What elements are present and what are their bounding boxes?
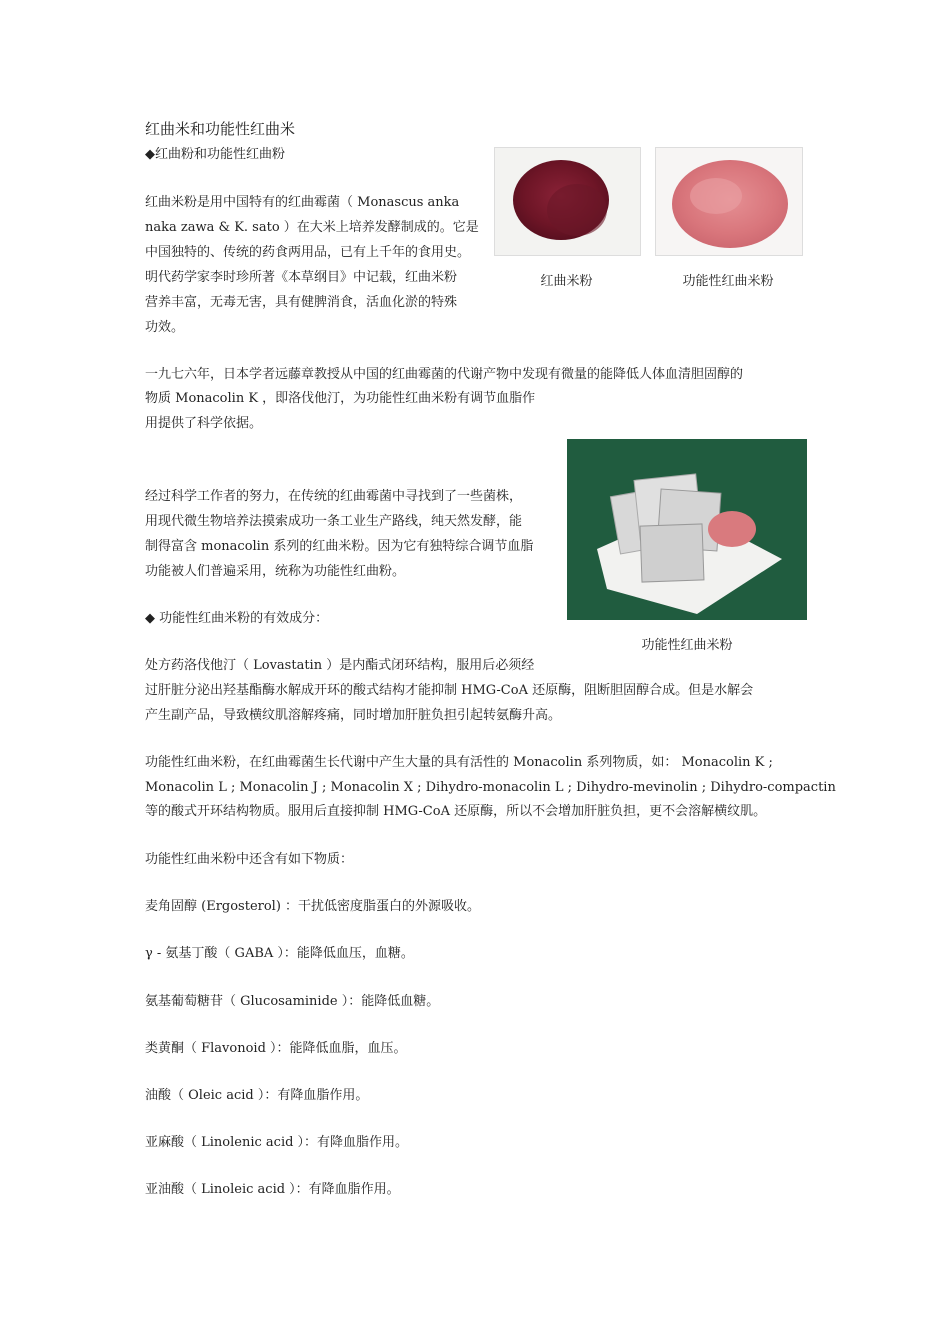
- packets-photo: [567, 439, 807, 620]
- intro-line: 功效。: [145, 320, 185, 335]
- substance-item: 氨基葡萄糖苷（ Glucosaminide ）：能降低血糖。: [145, 994, 440, 1009]
- para4-line: 处方药洛伐他汀（ Lovastatin ）是内酯式闭环结构，服用后必须经: [145, 658, 535, 673]
- para5-line: Monacolin L ; Monacolin J ; Monacolin X ; Dihydro-monacolin L ; Dihydro-mevinolin ; Dihydro-compactin: [145, 780, 836, 795]
- page-title: 红曲米和功能性红曲米: [145, 120, 296, 138]
- intro-line: 营养丰富，无毒无害，具有健脾消食，活血化淤的特殊: [145, 295, 458, 310]
- section-heading-components: ◆ 功能性红曲米粉的有效成分：: [145, 611, 329, 626]
- para2-line: 一九七六年，日本学者远藤章教授从中国的红曲霉菌的代谢产物中发现有微量的能降低人体血清胆固醇的: [145, 367, 744, 382]
- intro-line: 明代药学家李时珍所著《本草纲目》中记载，红曲米粉: [145, 270, 458, 285]
- para3-line: 经过科学工作者的努力，在传统的红曲霉菌中寻找到了一些菌株，: [145, 489, 523, 504]
- para5-line: 等的酸式开环结构物质。服用后直接抑制 HMG-CoA 还原酶，所以不会增加肝脏负担，更不会溶解横纹肌。: [145, 804, 767, 819]
- substance-item: 亚油酸（ Linoleic acid ）：有降血脂作用。: [145, 1182, 400, 1197]
- intro-line: 红曲米粉是用中国特有的红曲霉菌（ Monascus anka: [145, 195, 460, 210]
- section-heading-red-powder: ◆红曲粉和功能性红曲粉: [145, 147, 285, 162]
- substance-item: 麦角固醇 (Ergosterol) ：干扰低密度脂蛋白的外源吸收。: [145, 899, 481, 914]
- para3-line: 功能被人们普遍采用，统称为功能性红曲粉。: [145, 564, 406, 579]
- para3-line: 制得富含 monacolin 系列的红曲米粉。因为它有独特综合调节血脂: [145, 539, 534, 554]
- para2-line: 用提供了科学依据。: [145, 416, 263, 431]
- para5-line: 功能性红曲米粉，在红曲霉菌生长代谢中产生大量的具有活性的 Monacolin 系列物质，如： Monacolin K ;: [145, 755, 773, 770]
- para4-line: 产生副产品，导致横纹肌溶解疼痛，同时增加肝脏负担引起转氨酶升高。: [145, 708, 562, 723]
- functional-powder-caption: 功能性红曲米粉: [682, 274, 774, 289]
- intro-line: naka zawa & K. sato ）在大米上培养发酵制成的。它是: [145, 220, 479, 235]
- red-powder-photo: [494, 147, 641, 256]
- packets-caption: 功能性红曲米粉: [641, 638, 733, 653]
- red-powder-caption: 红曲米粉: [540, 274, 593, 289]
- para6: 功能性红曲米粉中还含有如下物质：: [145, 852, 354, 867]
- substance-item: γ - 氨基丁酸（ GABA ）：能降低血压，血糖。: [145, 946, 414, 961]
- intro-line: 中国独特的、传统的药食两用品，已有上千年的食用史。: [145, 245, 471, 260]
- para4-line: 过肝脏分泌出羟基酯酶水解成开环的酸式结构才能抑制 HMG-CoA 还原酶，阻断胆固醇合成。但是水解会: [145, 683, 754, 698]
- functional-powder-photo: [655, 147, 803, 256]
- substance-item: 油酸（ Oleic acid ）：有降血脂作用。: [145, 1088, 369, 1103]
- substance-item: 亚麻酸（ Linolenic acid ）：有降血脂作用。: [145, 1135, 409, 1150]
- substance-item: 类黄酮（ Flavonoid ）：能降低血脂，血压。: [145, 1041, 407, 1056]
- para2-line: 物质 Monacolin K ，即洛伐他汀，为功能性红曲米粉有调节血脂作: [145, 391, 536, 406]
- para3-line: 用现代微生物培养法摸索成功一条工业生产路线，纯天然发酵，能: [145, 514, 523, 529]
